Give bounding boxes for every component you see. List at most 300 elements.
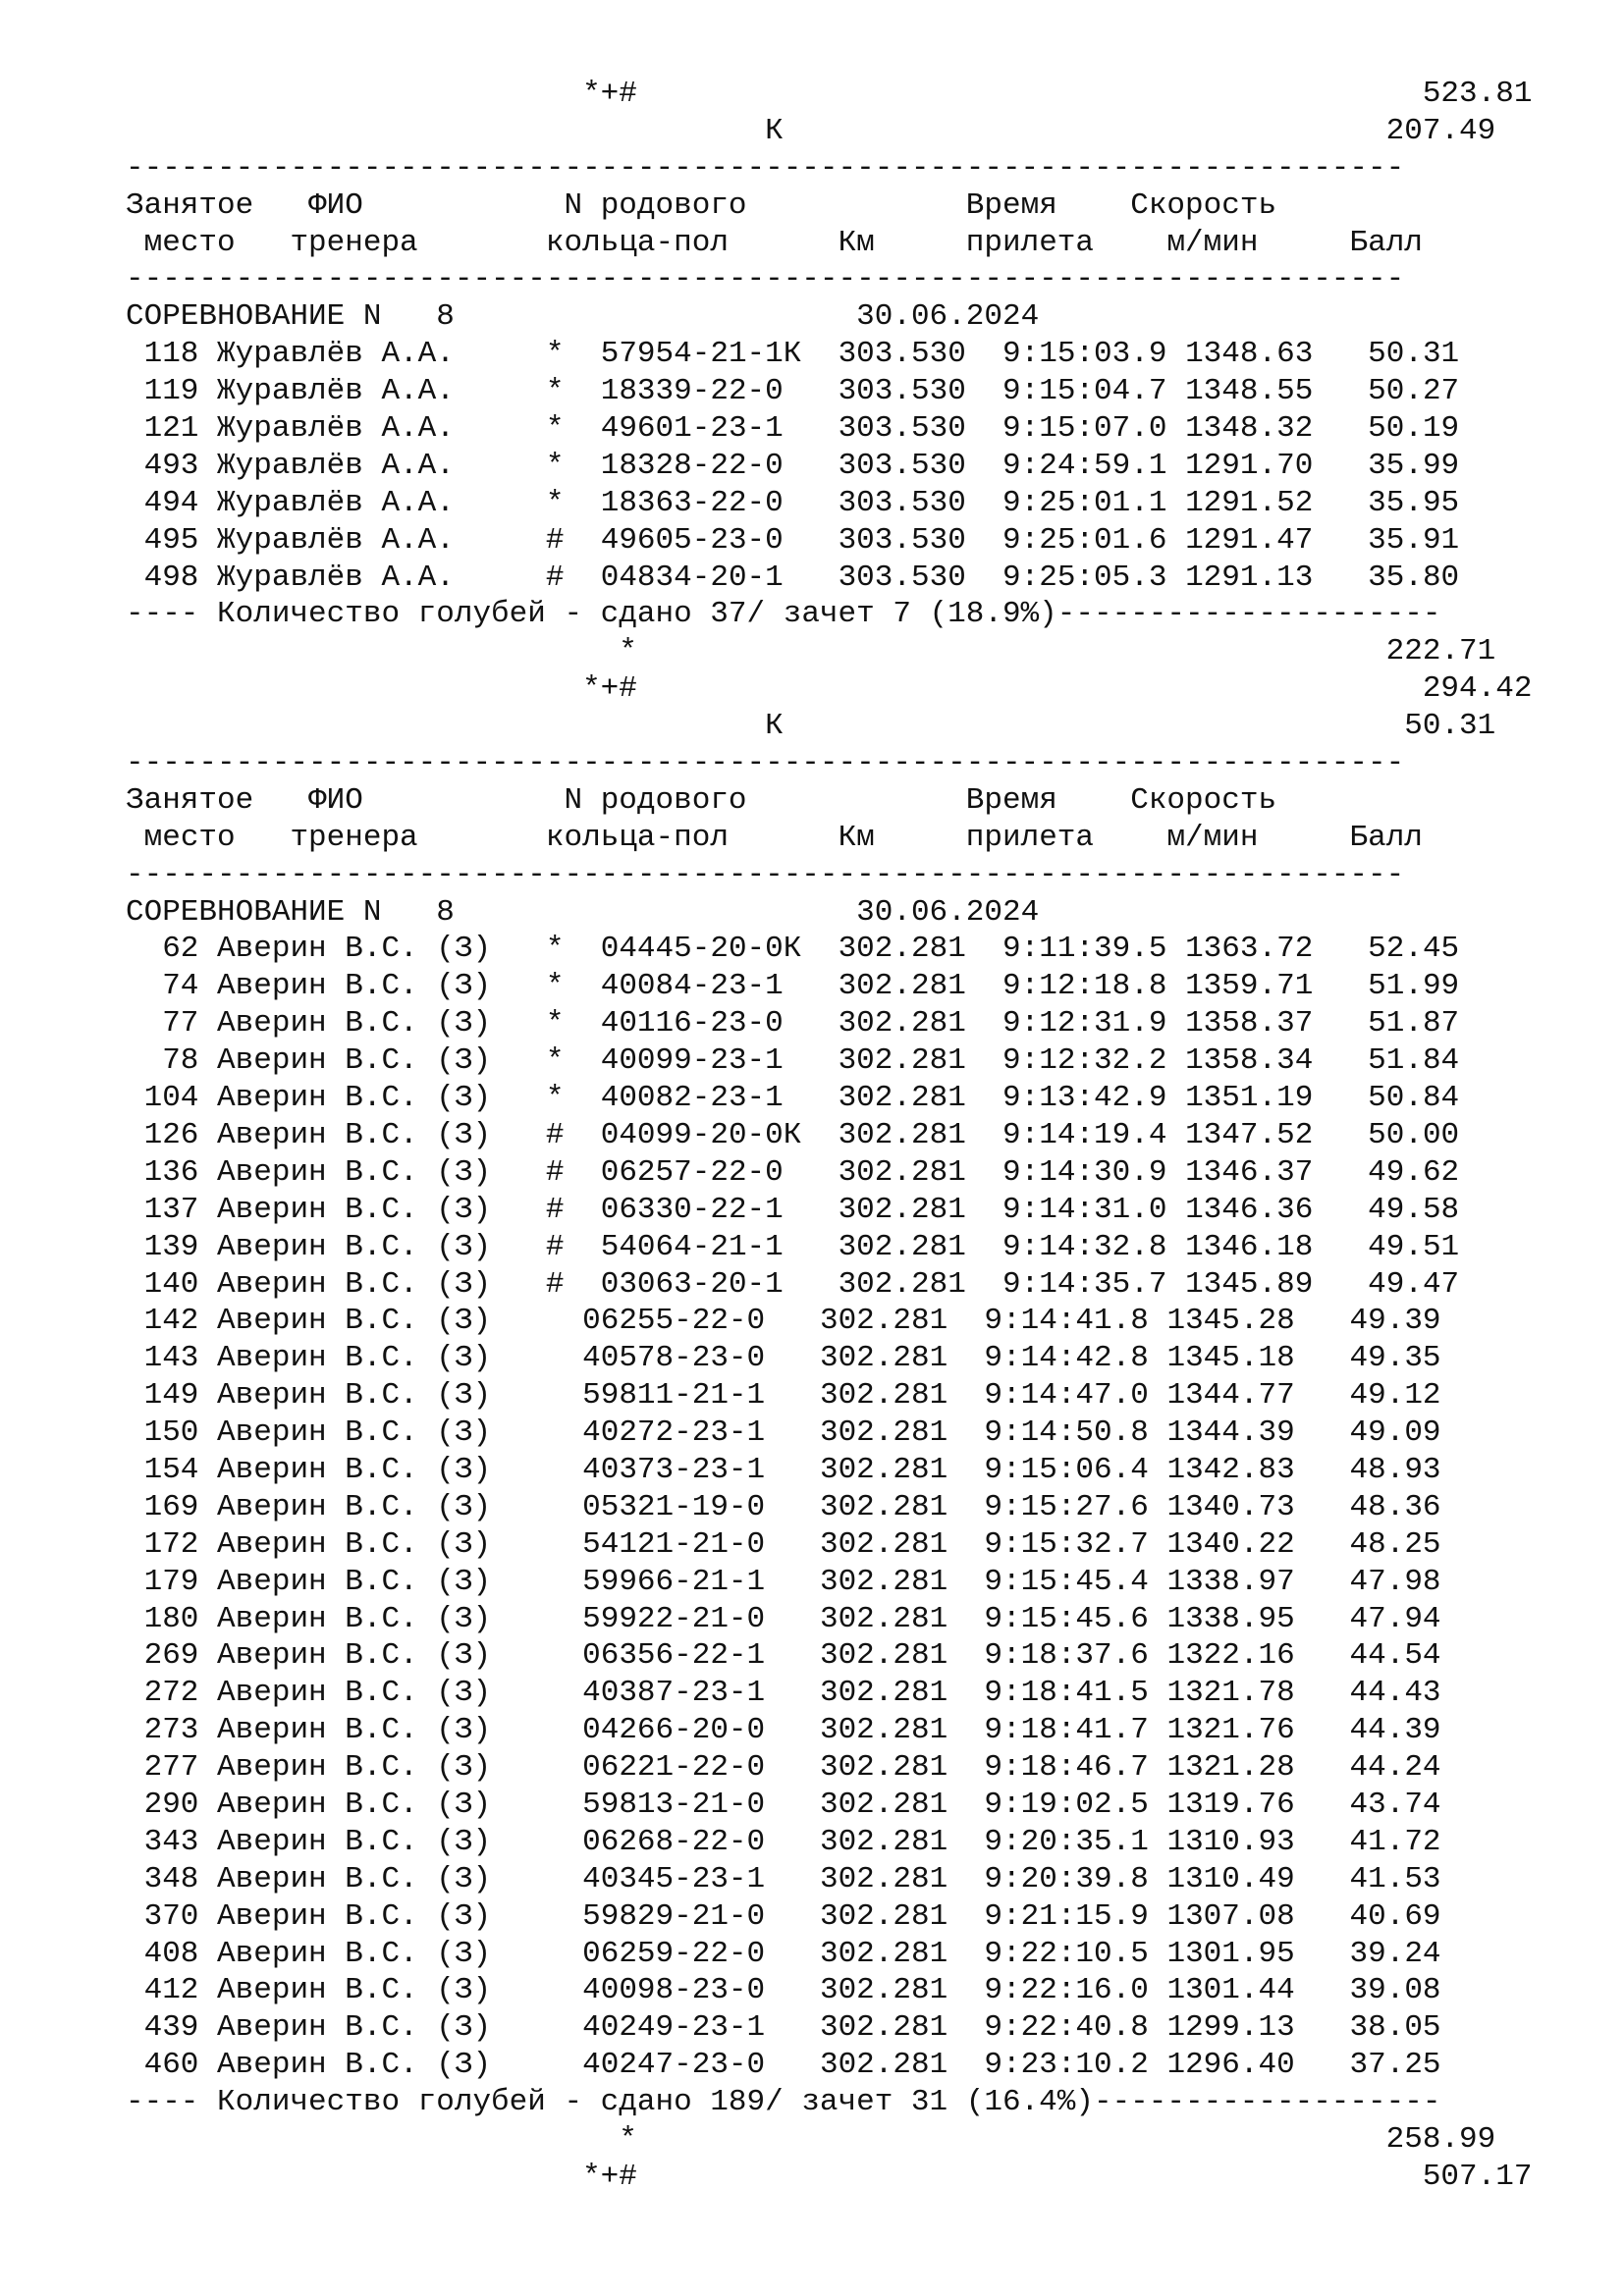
table-header-row2 [126, 820, 1532, 857]
cell-time: 9:13:42.9 [1002, 1081, 1167, 1116]
table-row [126, 1080, 1532, 1117]
cell-name: Аверин В.С. (З) [217, 2048, 492, 2083]
cell-ring: 40249-23-1 [582, 2010, 784, 2046]
cell-km: 302.281 [819, 1824, 948, 1859]
cell-ring: 40082-23-1 [600, 1081, 802, 1116]
cell-km: 302.281 [838, 932, 966, 967]
cell-place: 139 [126, 1229, 199, 1264]
cell-ring: 18328-22-0 [600, 448, 802, 483]
cell-name: Аверин В.С. (З) [217, 1713, 492, 1748]
summary-value: 258.99 [1385, 2121, 1496, 2157]
cell-name: Аверин В.С. (З) [217, 1452, 492, 1487]
header-fio: ФИО [308, 187, 363, 223]
cell-time: 9:11:39.5 [1002, 932, 1167, 967]
report-lines [126, 76, 1532, 2196]
divider: ---------------------------------------------------------------------- [126, 857, 1405, 892]
cell-name: Аверин В.С. (З) [217, 1973, 492, 2008]
cell-speed: 1351.19 [1185, 1081, 1314, 1116]
header-fio: ФИО [308, 782, 363, 818]
cell-ring: 59922-21-0 [582, 1601, 784, 1636]
cell-time: 9:22:16.0 [984, 1973, 1149, 2008]
cell-time: 9:15:45.6 [984, 1601, 1149, 1636]
table-row [126, 1452, 1532, 1489]
cell-name: Аверин В.С. (З) [217, 1564, 492, 1599]
cell-score: 35.80 [1349, 560, 1460, 595]
cell-ring: 06221-22-0 [582, 1750, 784, 1786]
cell-mark: * [545, 1081, 565, 1116]
cell-place: 118 [126, 337, 199, 372]
cell-km: 302.281 [819, 1415, 948, 1451]
cell-score: 49.58 [1349, 1192, 1460, 1227]
cell-score: 49.39 [1330, 1304, 1441, 1339]
cell-ring: 59966-21-1 [582, 1564, 784, 1599]
cell-mark: # [545, 560, 565, 595]
cell-km: 302.281 [819, 1341, 948, 1376]
cell-score: 41.72 [1330, 1824, 1441, 1859]
cell-ring: 06259-22-0 [582, 1936, 784, 1971]
table-row [126, 2009, 1532, 2047]
cell-km: 303.530 [838, 411, 966, 447]
cell-km: 302.281 [838, 1117, 966, 1152]
cell-km: 302.281 [819, 1601, 948, 1636]
cell-speed: 1299.13 [1166, 2010, 1295, 2046]
cell-score: 43.74 [1330, 1787, 1441, 1822]
cell-place: 408 [126, 1936, 199, 1971]
header-fio2: тренера [290, 820, 418, 855]
header-km: Км [838, 225, 875, 260]
cell-ring: 40098-23-0 [582, 1973, 784, 2008]
cell-score: 52.45 [1349, 932, 1460, 967]
cell-ring: 40387-23-1 [582, 1676, 784, 1711]
cell-ring: 06330-22-1 [600, 1192, 802, 1227]
cell-ring: 59829-21-0 [582, 1898, 784, 1934]
table-row [126, 1637, 1532, 1675]
cell-score: 49.35 [1330, 1341, 1441, 1376]
table-row [126, 485, 1532, 522]
cell-time: 9:25:05.3 [1002, 560, 1167, 595]
cell-speed: 1346.36 [1185, 1192, 1314, 1227]
cell-speed: 1296.40 [1166, 2048, 1295, 2083]
cell-place: 136 [126, 1154, 199, 1190]
cell-score: 44.24 [1330, 1750, 1441, 1786]
cell-score: 50.84 [1349, 1081, 1460, 1116]
header-fio2: тренера [290, 225, 418, 260]
cell-speed: 1291.52 [1185, 485, 1314, 520]
cell-place: 179 [126, 1564, 199, 1599]
cell-name: Аверин В.С. (З) [217, 1489, 492, 1524]
cell-place: 348 [126, 1861, 199, 1896]
cell-time: 9:23:10.2 [984, 2048, 1149, 2083]
competition-line [126, 298, 1532, 336]
cell-place: 137 [126, 1192, 199, 1227]
summary-label: * [619, 634, 637, 669]
cell-speed: 1359.71 [1185, 969, 1314, 1004]
cell-place: 494 [126, 485, 199, 520]
cell-name: Аверин В.С. (З) [217, 1229, 492, 1264]
cell-km: 302.281 [819, 1378, 948, 1414]
summary-value: 50.31 [1404, 709, 1496, 744]
cell-name: Аверин В.С. (З) [217, 1192, 492, 1227]
cell-score: 40.69 [1330, 1898, 1441, 1934]
header-speed2: м/мин [1166, 820, 1259, 855]
cell-speed: 1348.32 [1185, 411, 1314, 447]
cell-speed: 1345.28 [1166, 1304, 1295, 1339]
cell-time: 9:15:27.6 [984, 1489, 1149, 1524]
cell-speed: 1321.78 [1166, 1676, 1295, 1711]
count-text: Количество голубей - сдано 37/ зачет 7 (18.9%) [217, 597, 1057, 632]
rows-block-2 [126, 931, 1532, 2084]
cell-time: 9:15:06.4 [984, 1452, 1149, 1487]
header-score: Балл [1349, 820, 1423, 855]
cell-score: 47.98 [1330, 1564, 1441, 1599]
divider: ---------------------------------------------------------------------- [126, 746, 1405, 781]
cell-score: 48.36 [1330, 1489, 1441, 1524]
cell-speed: 1301.95 [1166, 1936, 1295, 1971]
header-ring: N родового [564, 782, 747, 818]
cell-speed: 1348.63 [1185, 337, 1314, 372]
cell-speed: 1345.89 [1185, 1266, 1314, 1302]
cell-ring: 06356-22-1 [582, 1638, 784, 1674]
cell-mark: * [545, 969, 565, 1004]
cell-km: 302.281 [819, 1787, 948, 1822]
cell-name: Аверин В.С. (З) [217, 1526, 492, 1562]
cell-time: 9:14:35.7 [1002, 1266, 1167, 1302]
table-row [126, 1564, 1532, 1601]
cell-km: 302.281 [838, 1192, 966, 1227]
cell-km: 303.530 [838, 337, 966, 372]
cell-ring: 59813-21-0 [582, 1787, 784, 1822]
divider: ---------------------------------------------------------------------- [126, 262, 1405, 297]
summary-line [126, 633, 1532, 670]
table-row [126, 968, 1532, 1005]
competition-date: 30.06.2024 [856, 299, 1040, 335]
competition-title: СОРЕВНОВАНИЕ N 8 [126, 894, 455, 930]
summary-label: *+# [582, 671, 637, 707]
cell-mark: * [545, 1006, 565, 1041]
cell-name: Аверин В.С. (З) [217, 1006, 492, 1041]
cell-place: 143 [126, 1341, 199, 1376]
cell-place: 343 [126, 1824, 199, 1859]
cell-mark: * [545, 932, 565, 967]
cell-time: 9:20:35.1 [984, 1824, 1149, 1859]
cell-mark: # [545, 1229, 565, 1264]
cell-place: 172 [126, 1526, 199, 1562]
cell-speed: 1310.93 [1166, 1824, 1295, 1859]
cell-km: 302.281 [838, 1266, 966, 1302]
cell-ring: 40116-23-0 [600, 1006, 802, 1041]
table-row [126, 931, 1532, 968]
cell-name: Журавлёв А.А. [217, 374, 492, 409]
cell-score: 44.39 [1330, 1713, 1441, 1748]
cell-name: Аверин В.С. (З) [217, 2010, 492, 2046]
table-row [126, 1936, 1532, 1973]
table-header-row1 [126, 187, 1532, 225]
cell-name: Журавлёв А.А. [217, 337, 492, 372]
cell-ring: 54064-21-1 [600, 1229, 802, 1264]
cell-mark: * [545, 485, 565, 520]
cell-km: 302.281 [819, 1676, 948, 1711]
summary-value: 294.42 [1422, 671, 1533, 707]
cell-place: 140 [126, 1266, 199, 1302]
header-time: Время [965, 187, 1057, 223]
cell-time: 9:14:41.8 [984, 1304, 1149, 1339]
cell-score: 41.53 [1330, 1861, 1441, 1896]
cell-name: Журавлёв А.А. [217, 448, 492, 483]
cell-time: 9:18:41.5 [984, 1676, 1149, 1711]
table-row [126, 1266, 1532, 1304]
cell-km: 302.281 [819, 1564, 948, 1599]
cell-time: 9:12:32.2 [1002, 1043, 1167, 1079]
competition-line [126, 894, 1532, 932]
table-row [126, 1415, 1532, 1452]
cell-time: 9:15:03.9 [1002, 337, 1167, 372]
header-speed: Скорость [1130, 187, 1277, 223]
header-time: Время [965, 782, 1057, 818]
cell-place: 273 [126, 1713, 199, 1748]
cell-score: 39.08 [1330, 1973, 1441, 2008]
cell-mark: # [545, 522, 565, 558]
cell-place: 78 [126, 1043, 199, 1079]
header-speed: Скорость [1130, 782, 1277, 818]
cell-name: Аверин В.С. (З) [217, 1081, 492, 1116]
cell-ring: 40084-23-1 [600, 969, 802, 1004]
cell-ring: 18363-22-0 [600, 485, 802, 520]
cell-ring: 04099-20-0К [600, 1117, 802, 1152]
cell-place: 269 [126, 1638, 199, 1674]
cell-speed: 1338.97 [1166, 1564, 1295, 1599]
cell-name: Журавлёв А.А. [217, 522, 492, 558]
cell-km: 302.281 [838, 1006, 966, 1041]
cell-km: 303.530 [838, 448, 966, 483]
summary-label: *+# [582, 2159, 637, 2194]
cell-place: 119 [126, 374, 199, 409]
header-time2: прилета [965, 225, 1095, 260]
cell-km: 302.281 [838, 1229, 966, 1264]
cell-time: 9:15:07.0 [1002, 411, 1167, 447]
cell-km: 302.281 [819, 1936, 948, 1971]
cell-place: 277 [126, 1750, 199, 1786]
table-row [126, 1042, 1532, 1080]
cell-score: 38.05 [1330, 2010, 1441, 2046]
cell-place: 370 [126, 1898, 199, 1934]
cell-speed: 1338.95 [1166, 1601, 1295, 1636]
cell-place: 180 [126, 1601, 199, 1636]
header-time2: прилета [965, 820, 1095, 855]
table-row [126, 2047, 1532, 2084]
cell-name: Аверин В.С. (З) [217, 1043, 492, 1079]
table-row [126, 1377, 1532, 1415]
header-km: Км [838, 820, 875, 855]
table-row [126, 1005, 1532, 1042]
cell-mark: * [545, 374, 565, 409]
header-speed2: м/мин [1166, 225, 1259, 260]
cell-place: 169 [126, 1489, 199, 1524]
summary-label: К [765, 709, 784, 744]
cell-ring: 05321-19-0 [582, 1489, 784, 1524]
cell-place: 77 [126, 1006, 199, 1041]
cell-score: 50.19 [1349, 411, 1460, 447]
cell-speed: 1301.44 [1166, 1973, 1295, 2008]
cell-ring: 04266-20-0 [582, 1713, 784, 1748]
table-row [126, 1749, 1532, 1787]
table-row [126, 1972, 1532, 2009]
cell-km: 302.281 [819, 1489, 948, 1524]
cell-km: 302.281 [819, 1861, 948, 1896]
cell-place: 149 [126, 1378, 199, 1414]
cell-km: 302.281 [838, 1043, 966, 1079]
table-header-row1 [126, 782, 1532, 820]
cell-speed: 1348.55 [1185, 374, 1314, 409]
cell-speed: 1321.76 [1166, 1713, 1295, 1748]
cell-name: Аверин В.С. (З) [217, 1824, 492, 1859]
cell-place: 150 [126, 1415, 199, 1451]
cell-name: Аверин В.С. (З) [217, 1861, 492, 1896]
cell-ring: 40345-23-1 [582, 1861, 784, 1896]
summary-value: 523.81 [1422, 77, 1533, 111]
cell-km: 302.281 [838, 1081, 966, 1116]
cell-mark: # [545, 1117, 565, 1152]
cell-speed: 1342.83 [1166, 1452, 1295, 1487]
table-row [126, 1526, 1532, 1564]
cell-speed: 1344.77 [1166, 1378, 1295, 1414]
cell-time: 9:19:02.5 [984, 1787, 1149, 1822]
cell-name: Аверин В.С. (З) [217, 969, 492, 1004]
header-ring2: кольца-пол [545, 225, 729, 260]
cell-name: Аверин В.С. (З) [217, 1341, 492, 1376]
cell-place: 290 [126, 1787, 199, 1822]
table-row [126, 1117, 1532, 1154]
cell-time: 9:18:41.7 [984, 1713, 1149, 1748]
count-line: ---- Количество голубей - сдано 189/ зачет 31 (16.4%)------------------- [126, 2085, 1441, 2120]
cell-speed: 1344.39 [1166, 1415, 1295, 1451]
cell-mark: * [545, 337, 565, 372]
cell-name: Журавлёв А.А. [217, 485, 492, 520]
cell-time: 9:14:42.8 [984, 1341, 1149, 1376]
cell-time: 9:25:01.1 [1002, 485, 1167, 520]
cell-name: Аверин В.С. (З) [217, 1936, 492, 1971]
cell-ring: 40578-23-0 [582, 1341, 784, 1376]
cell-speed: 1321.28 [1166, 1750, 1295, 1786]
table-row [126, 1861, 1532, 1898]
cell-ring: 59811-21-1 [582, 1378, 784, 1414]
divider: ---------------------------------------------------------------------- [126, 150, 1405, 186]
cell-km: 302.281 [819, 1452, 948, 1487]
cell-time: 9:14:19.4 [1002, 1117, 1167, 1152]
cell-ring: 40373-23-1 [582, 1452, 784, 1487]
cell-km: 303.530 [838, 485, 966, 520]
cell-mark: * [545, 1043, 565, 1079]
cell-ring: 03063-20-1 [600, 1266, 802, 1302]
cell-place: 495 [126, 522, 199, 558]
cell-ring: 04445-20-0К [600, 932, 802, 967]
cell-name: Аверин В.С. (З) [217, 1787, 492, 1822]
cell-place: 460 [126, 2048, 199, 2083]
header-place: Занятое [126, 187, 254, 223]
cell-place: 126 [126, 1117, 199, 1152]
cell-km: 302.281 [838, 1154, 966, 1190]
cell-speed: 1291.70 [1185, 448, 1314, 483]
header-score: Балл [1349, 225, 1423, 260]
cell-speed: 1346.37 [1185, 1154, 1314, 1190]
cell-name: Аверин В.С. (З) [217, 1378, 492, 1414]
summary-value: 507.17 [1422, 2159, 1533, 2194]
cell-km: 303.530 [838, 560, 966, 595]
summary-value: 222.71 [1385, 634, 1496, 669]
competition-date: 30.06.2024 [856, 894, 1040, 930]
cell-mark: * [545, 448, 565, 483]
cell-score: 48.25 [1330, 1526, 1441, 1562]
cell-speed: 1291.13 [1185, 560, 1314, 595]
cell-km: 303.530 [838, 374, 966, 409]
header-place: Занятое [126, 782, 254, 818]
cell-speed: 1307.08 [1166, 1898, 1295, 1934]
cell-name: Аверин В.С. (З) [217, 1601, 492, 1636]
cell-speed: 1363.72 [1185, 932, 1314, 967]
cell-mark: * [545, 411, 565, 447]
table-row [126, 1489, 1532, 1526]
cell-speed: 1340.73 [1166, 1489, 1295, 1524]
cell-name: Аверин В.С. (З) [217, 1266, 492, 1302]
cell-km: 302.281 [819, 1638, 948, 1674]
table-row [126, 1340, 1532, 1377]
table-row [126, 448, 1532, 485]
cell-mark: # [545, 1266, 565, 1302]
cell-score: 49.09 [1330, 1415, 1441, 1451]
table-row [126, 373, 1532, 410]
cell-place: 142 [126, 1304, 199, 1339]
cell-ring: 06268-22-0 [582, 1824, 784, 1859]
cell-place: 412 [126, 1973, 199, 2008]
table-row [126, 1601, 1532, 1638]
cell-speed: 1358.37 [1185, 1006, 1314, 1041]
cell-name: Аверин В.С. (З) [217, 1676, 492, 1711]
cell-score: 49.51 [1349, 1229, 1460, 1264]
header-ring: N родового [564, 187, 747, 223]
cell-km: 302.281 [819, 1526, 948, 1562]
cell-ring: 04834-20-1 [600, 560, 802, 595]
cell-place: 121 [126, 411, 199, 447]
cell-name: Аверин В.С. (З) [217, 1304, 492, 1339]
table-row [126, 560, 1532, 597]
cell-speed: 1345.18 [1166, 1341, 1295, 1376]
cell-time: 9:21:15.9 [984, 1898, 1149, 1934]
cell-score: 37.25 [1330, 2048, 1441, 2083]
cell-ring: 49605-23-0 [600, 522, 802, 558]
table-row [126, 1192, 1532, 1229]
cell-km: 302.281 [819, 2048, 948, 2083]
summary-line [126, 708, 1532, 745]
summary-label: *+# [582, 77, 637, 111]
cell-score: 51.99 [1349, 969, 1460, 1004]
cell-time: 9:14:30.9 [1002, 1154, 1167, 1190]
cell-time: 9:12:18.8 [1002, 969, 1167, 1004]
table-row [126, 1824, 1532, 1861]
cell-place: 104 [126, 1081, 199, 1116]
cell-speed: 1319.76 [1166, 1787, 1295, 1822]
cell-score: 50.00 [1349, 1117, 1460, 1152]
cell-time: 9:24:59.1 [1002, 448, 1167, 483]
header-ring2: кольца-пол [545, 820, 729, 855]
cell-score: 39.24 [1330, 1936, 1441, 1971]
cell-ring: 06255-22-0 [582, 1304, 784, 1339]
cell-time: 9:18:37.6 [984, 1638, 1149, 1674]
table-row [126, 1898, 1532, 1936]
summary-line [126, 76, 1532, 113]
table-row [126, 1787, 1532, 1824]
cell-speed: 1358.34 [1185, 1043, 1314, 1079]
cell-score: 35.99 [1349, 448, 1460, 483]
table-row [126, 336, 1532, 373]
